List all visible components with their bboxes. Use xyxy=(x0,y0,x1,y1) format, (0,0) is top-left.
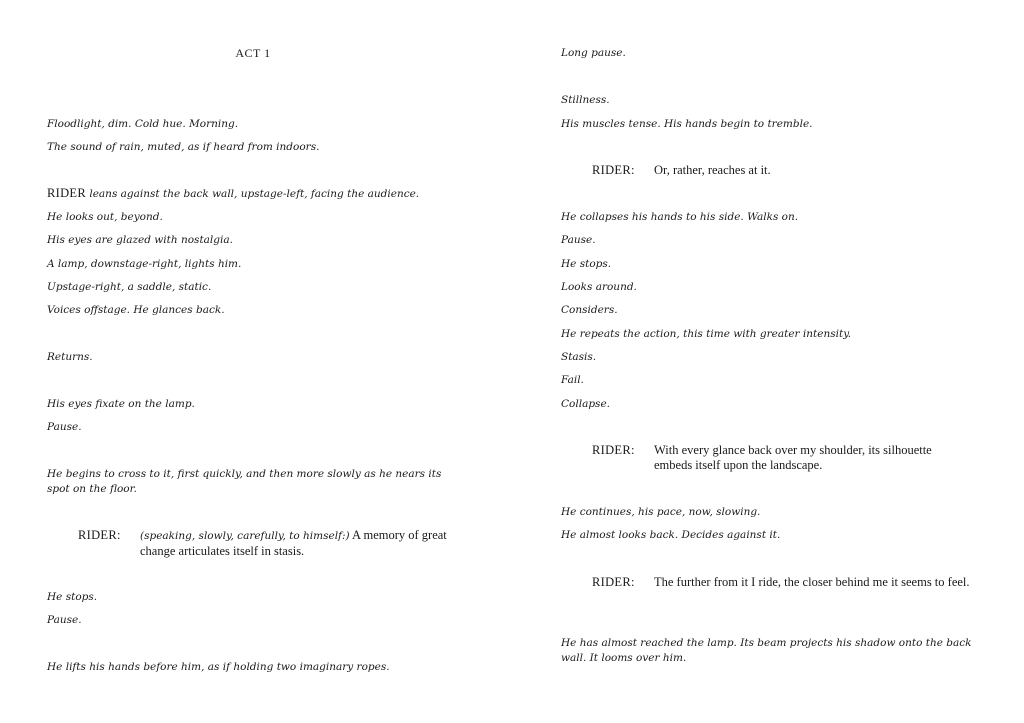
dialogue-block xyxy=(592,163,972,178)
character-name: RIDER: xyxy=(592,443,635,457)
rider-entrance-line xyxy=(47,186,459,202)
stage-direction: Collapse. xyxy=(561,398,610,410)
stage-direction: Looks around. xyxy=(561,281,637,293)
dialogue-text: With every glance back over my shoulder, its silhouette embeds itself upon the landscape. xyxy=(654,443,932,472)
stage-direction: Upstage-right, a saddle, static. xyxy=(47,281,212,293)
stage-direction: Voices offstage. He glances back. xyxy=(47,304,225,316)
stage-direction: His muscles tense. His hands begin to tremble. xyxy=(561,118,813,130)
character-name: RIDER: xyxy=(592,575,635,589)
stage-direction: His eyes are glazed with nostalgia. xyxy=(47,234,233,246)
stage-direction: He repeats the action, this time with greater intensity. xyxy=(561,328,852,340)
stage-direction: Long pause. xyxy=(561,47,626,59)
stage-direction: He lifts his hands before him, as if holding two imaginary ropes. xyxy=(47,661,390,673)
dialogue-text xyxy=(140,528,458,559)
stage-direction: He collapses his hands to his side. Walks on. xyxy=(561,211,799,223)
stage-direction: Pause. xyxy=(47,614,82,626)
stage-direction: Pause. xyxy=(561,234,596,246)
dialogue-text: Or, rather, reaches at it. xyxy=(654,163,771,177)
act-heading: ACT 1 xyxy=(235,46,271,60)
stage-direction: He has almost reached the lamp. Its beam projects his shadow onto the back wall. It looms over him. xyxy=(561,637,972,664)
speech-text: A memory of great change articulates itself in stasis. xyxy=(140,528,447,558)
stage-direction: He begins to cross to it, first quickly, and then more slowly as he nears its spot on the floor. xyxy=(47,468,442,495)
parenthetical: (speaking, slowly, carefully, to himself:) xyxy=(140,530,350,542)
character-name: RIDER: xyxy=(78,528,121,542)
dialogue-block xyxy=(592,575,972,590)
stage-direction: He stops. xyxy=(47,591,98,603)
stage-direction: Stasis. xyxy=(561,351,597,363)
character-name: RIDER xyxy=(47,186,86,200)
stage-direction: He almost looks back. Decides against it. xyxy=(561,529,781,541)
character-name: RIDER: xyxy=(592,163,635,177)
stage-direction: Returns. xyxy=(47,351,93,363)
stage-direction: Considers. xyxy=(561,304,618,316)
stage-direction: Floodlight, dim. Cold hue. Morning. xyxy=(47,118,239,130)
stage-direction: He stops. xyxy=(561,258,612,270)
stage-direction: leans against the back wall, upstage-left, facing the audience. xyxy=(89,188,420,200)
stage-direction: Stillness. xyxy=(561,94,610,106)
stage-direction: He continues, his pace, now, slowing. xyxy=(561,506,761,518)
stage-direction: Pause. xyxy=(47,421,82,433)
stage-direction: Fail. xyxy=(561,374,584,386)
stage-direction: The sound of rain, muted, as if heard from indoors. xyxy=(47,141,320,153)
dialogue-text: The further from it I ride, the closer behind me it seems to feel. xyxy=(654,575,970,589)
dialogue-block xyxy=(78,528,458,559)
stage-direction: His eyes fixate on the lamp. xyxy=(47,398,195,410)
dialogue-block xyxy=(592,443,972,473)
stage-direction: He looks out, beyond. xyxy=(47,211,163,223)
stage-direction: A lamp, downstage-right, lights him. xyxy=(47,258,242,270)
